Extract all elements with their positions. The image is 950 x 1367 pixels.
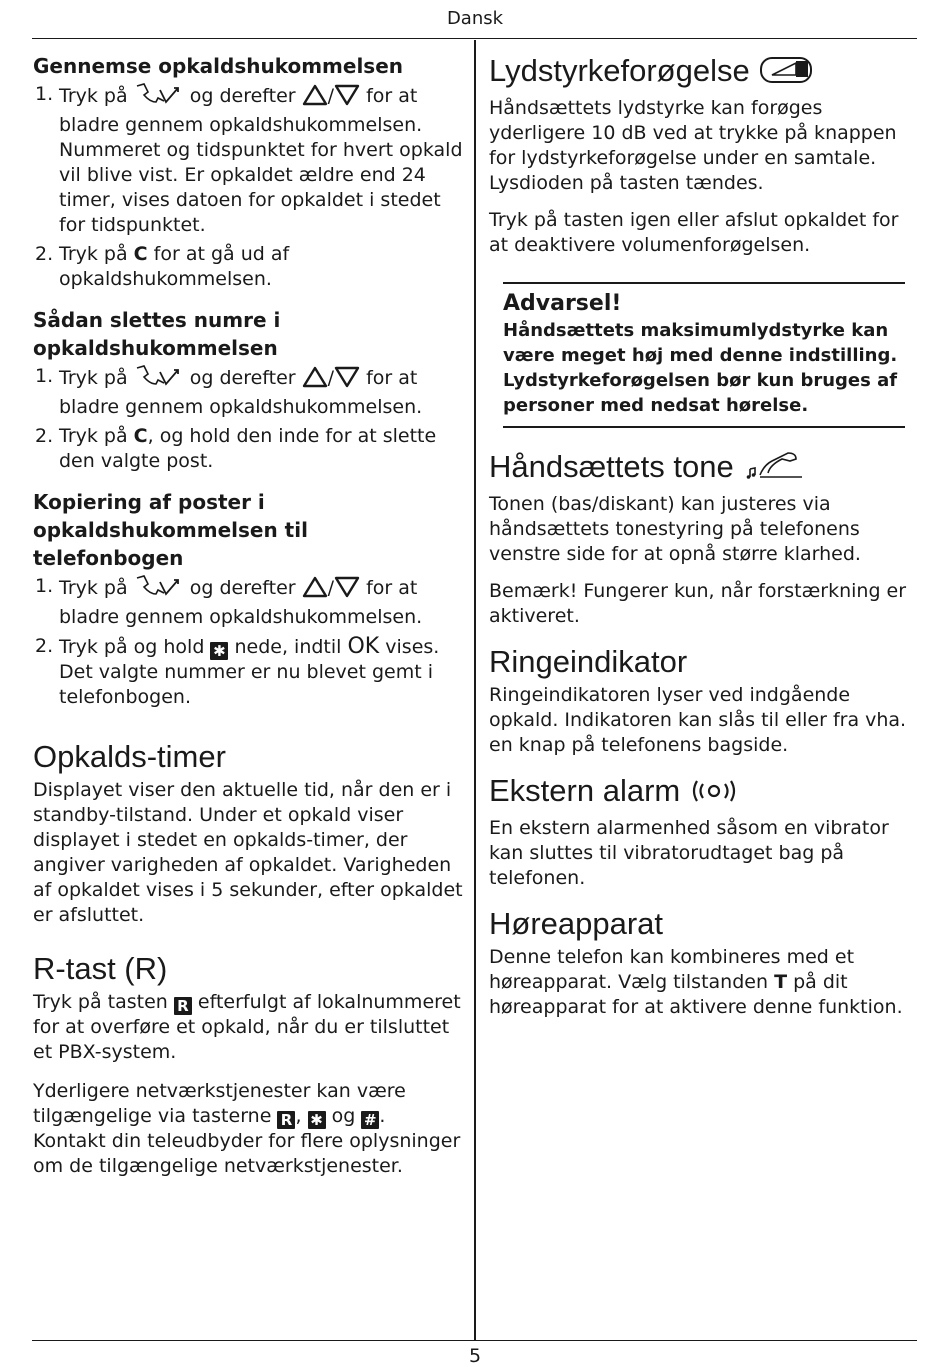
vibration-alarm-icon	[689, 776, 739, 814]
delete-numbers-heading: Sådan slettes numre i opkaldshukommelsen	[33, 308, 281, 360]
column-divider	[474, 40, 476, 1340]
hearing-aid-body	[489, 945, 919, 1020]
call-list-icon	[134, 364, 184, 395]
call-list-icon	[134, 574, 184, 605]
browse-history-steps	[33, 82, 463, 292]
arrow-up-icon	[302, 576, 328, 605]
step-number: 1.	[35, 365, 54, 387]
volume-boost-title: Lydstyrkeforøgelse	[489, 53, 750, 88]
warning-body: Håndsættets maksimumlydstyrke kan være meget høj med denne indstilling. Lydstyrkeforøgelsen bør kun bruges af personer med nedsat hørelse.	[503, 320, 898, 416]
step-text: og derefter	[189, 85, 296, 107]
ok-display-text: OK	[347, 634, 380, 659]
list-item: 1. Tryk på og derefter / for at bladre gennem opkaldshukommelsen. Nummeret og tidspunktet for hvert opkald vil blive vist. Er opkaldet ældre end 24 timer, vises datoen for opkaldet i stedet for tidspunktet.	[35, 83, 463, 236]
list-item: 1. Tryk på og derefter / for at bladre gennem opkaldshukommelsen.	[35, 575, 423, 628]
arrow-down-icon	[334, 84, 360, 113]
step-text: for at bladre gennem opkaldshukommelsen. Nummeret og tidspunktet for hvert opkald vil blive vist. Er opkaldet ældre end 24 timer, vises datoen for opkaldet i stedet for tidspunktet.	[59, 85, 463, 236]
header-rule	[32, 38, 917, 39]
warning-title: Advarsel!	[503, 291, 622, 316]
step-text: for at gå ud af opkaldshukommelsen.	[59, 243, 290, 290]
step-text: Tryk på	[59, 577, 128, 599]
hearing-aid-heading: Høreapparat	[489, 906, 664, 941]
r-key-icon: R	[174, 997, 192, 1015]
page-number: 5	[468, 1345, 482, 1367]
list-item	[33, 634, 463, 710]
step-number: 2.	[35, 425, 54, 447]
list-item	[33, 424, 463, 474]
step-number: 1.	[35, 575, 54, 597]
header-language: Dansk	[446, 8, 504, 29]
step-text: og derefter	[189, 367, 296, 389]
step-text: nede, indtil	[234, 636, 342, 658]
step-text: Tryk på	[59, 85, 128, 107]
ring-indicator-body: Ringeindikatoren lyser ved indgående opkald. Indikatoren kan slås til eller fra vha. en knap på telefonens bagside.	[489, 684, 907, 756]
warning-box	[503, 282, 905, 428]
hash-key-icon: #	[361, 1111, 379, 1129]
body-text: Denne telefon kan kombineres med et høreapparat. Vælg tilstanden	[489, 946, 855, 993]
key-c: C	[133, 243, 148, 265]
handset-tone-heading	[489, 448, 919, 490]
external-alarm-title: Ekstern alarm	[489, 773, 681, 808]
step-text: og derefter	[189, 577, 296, 599]
body-text: efterfulgt af lokalnummeret for at overføre et opkald, når du er tilsluttet et PBX-system.	[33, 991, 461, 1063]
call-timer-heading: Opkalds-timer	[33, 739, 226, 774]
list-item	[33, 242, 463, 292]
step-number: 2.	[35, 243, 54, 265]
external-alarm-body: En ekstern alarmenhed såsom en vibrator kan sluttes til vibratorudtaget bag på telefonen.	[489, 817, 889, 889]
step-text: Tryk på og hold	[59, 636, 205, 658]
browse-history-heading: Gennemse opkaldshukommelsen	[33, 54, 404, 78]
handset-tone-icon	[742, 451, 806, 490]
volume-boost-body-2: Tryk på tasten igen eller afslut opkaldet for at deaktivere volumenforøgelsen.	[489, 209, 899, 256]
r-key-heading: R-tast (R)	[33, 951, 168, 986]
handset-tone-note: Bemærk! Fungerer kun, når forstærkning er aktiveret.	[489, 580, 907, 627]
step-text: Tryk på	[59, 367, 128, 389]
footer-rule	[32, 1340, 917, 1341]
key-c: C	[133, 425, 148, 447]
r-key-body	[33, 990, 463, 1065]
step-text: for at bladre gennem opkaldshukommelsen.	[59, 577, 423, 628]
body-text: Tryk på tasten	[33, 991, 168, 1013]
step-text: , og hold den inde for at slette den valgte post.	[59, 425, 437, 472]
volume-boost-icon	[758, 55, 814, 94]
body-text: . Kontakt din teleudbyder for flere oplysninger om de tilgængelige netværkstjenester.	[33, 1105, 461, 1177]
arrow-up-icon	[302, 84, 328, 113]
call-list-icon	[134, 82, 184, 113]
step-text: Tryk på	[59, 243, 128, 265]
handset-tone-title: Håndsættets tone	[489, 449, 734, 484]
copy-to-phonebook-heading: Kopiering af poster i opkaldshukommelsen til telefonbogen	[33, 490, 308, 570]
step-text: vises. Det valgte nummer er nu blevet gemt i telefonbogen.	[59, 636, 440, 708]
handset-tone-body: Tonen (bas/diskant) kan justeres via håndsættets tonestyring på telefonens venstre side for at opnå større klarhed.	[489, 493, 861, 565]
network-services-body	[33, 1079, 463, 1179]
body-text: ,	[295, 1105, 302, 1127]
step-number: 2.	[35, 635, 54, 657]
star-key-icon: ✱	[210, 642, 228, 660]
list-item: 1. Tryk på og derefter / for at bladre gennem opkaldshukommelsen.	[35, 365, 423, 418]
left-column	[33, 52, 463, 1179]
body-text: på dit høreapparat for at aktivere denne funktion.	[489, 971, 903, 1018]
arrow-down-icon	[334, 366, 360, 395]
star-key-icon: ✱	[308, 1111, 326, 1129]
key-t: T	[774, 971, 788, 993]
step-text: for at bladre gennem opkaldshukommelsen.	[59, 367, 423, 418]
volume-boost-body: Håndsættets lydstyrke kan forøges yderligere 10 dB ved at trykke på knappen for lydstyrkeforøgelse under en samtale. Lysdioden på tasten tændes.	[489, 97, 897, 194]
volume-boost-heading	[489, 52, 919, 94]
body-text: Yderligere netværkstjenester kan være tilgængelige via tasterne	[33, 1080, 406, 1127]
right-column	[489, 52, 919, 1020]
r-key-icon: R	[277, 1111, 295, 1129]
delete-numbers-steps	[33, 364, 463, 474]
step-number: 1.	[35, 83, 54, 105]
arrow-up-icon	[302, 366, 328, 395]
call-timer-body: Displayet viser den aktuelle tid, når den er i standby-tilstand. Under et opkald viser displayet i stedet en opkalds-timer, der angiver varigheden af opkaldet. Varigheden af opkaldet vises i 5 sekunder, efter opkaldet er afsluttet.	[33, 779, 463, 926]
ring-indicator-heading: Ringeindikator	[489, 644, 688, 679]
arrow-down-icon	[334, 576, 360, 605]
external-alarm-heading	[489, 772, 919, 814]
copy-to-phonebook-steps	[33, 574, 463, 710]
body-text: og	[331, 1105, 356, 1127]
step-text: Tryk på	[59, 425, 128, 447]
